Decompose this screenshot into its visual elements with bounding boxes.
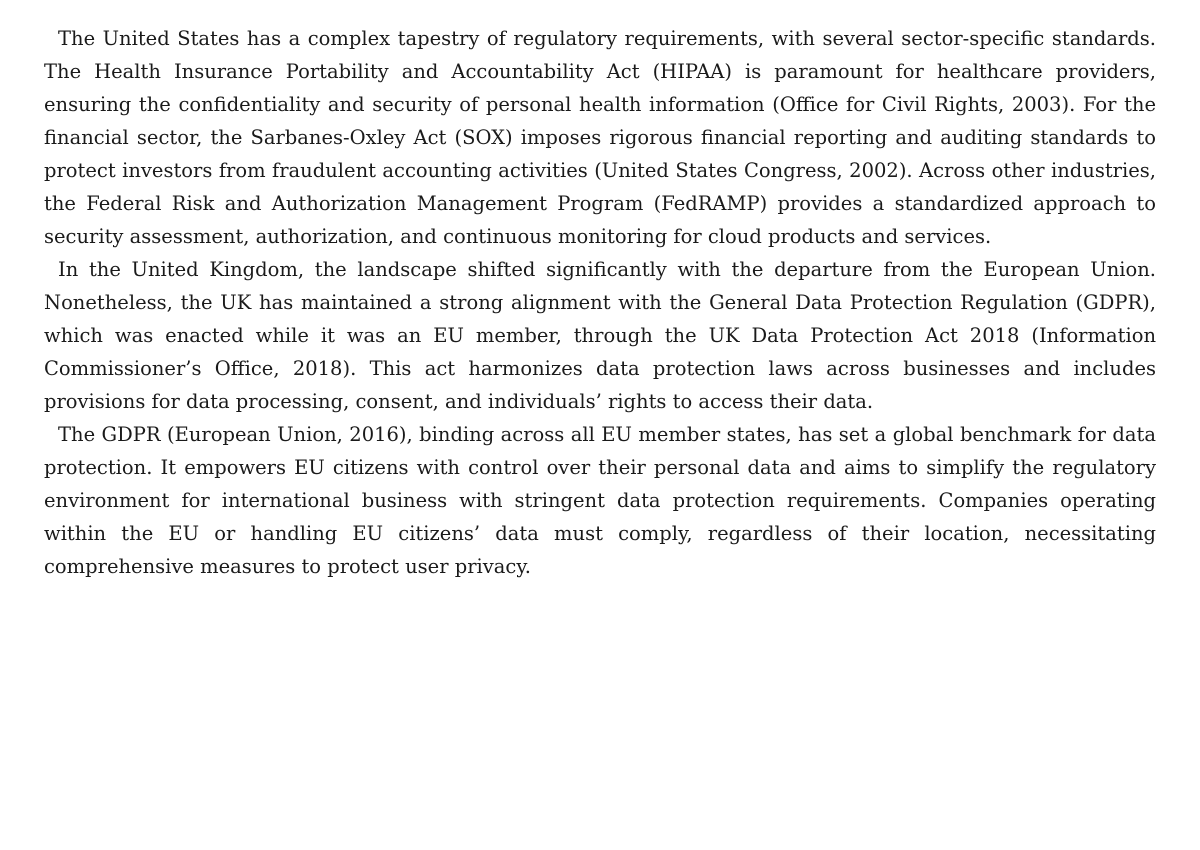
paragraph-us-regulations: The United States has a complex tapestry of regulatory requirements, with several sector-specific standards. The Health Insurance Portability and Accountability Act (HIPAA) is paramount for healthcare providers, ensuring the confidentiality and security of personal health information (Office for Civil Rights, 2003). For the financial sector, the Sarbanes-Oxley Act (SOX) imposes rigorous financial reporting and auditing standards to protect investors from fraudulent accounting activities (United States Congress, 2002). Across other industries, the Federal Risk and Authorization Management Program (FedRAMP) provides a standardized approach to security assessment, authorization, and continuous monitoring for cloud products and services. xyxy=(44,27,1156,248)
document-body xyxy=(44,22,1156,583)
paragraph-eu-gdpr: The GDPR (European Union, 2016), binding across all EU member states, has set a global benchmark for data protection. It empowers EU citizens with control over their personal data and aims to simplify the regulatory environment for international business with stringent data protection requirements. Companies operating within the EU or handling EU citizens’ data must comply, regardless of their location, necessitating comprehensive measures to protect user privacy. xyxy=(44,423,1156,578)
paragraph-uk-regulations: In the United Kingdom, the landscape shifted significantly with the departure from the European Union. Nonetheless, the UK has maintained a strong alignment with the General Data Protection Regulation (GDPR), which was enacted while it was an EU member, through the UK Data Protection Act 2018 (Information Commissioner’s Office, 2018). This act harmonizes data protection laws across businesses and includes provisions for data processing, consent, and individuals’ rights to access their data. xyxy=(44,258,1156,413)
